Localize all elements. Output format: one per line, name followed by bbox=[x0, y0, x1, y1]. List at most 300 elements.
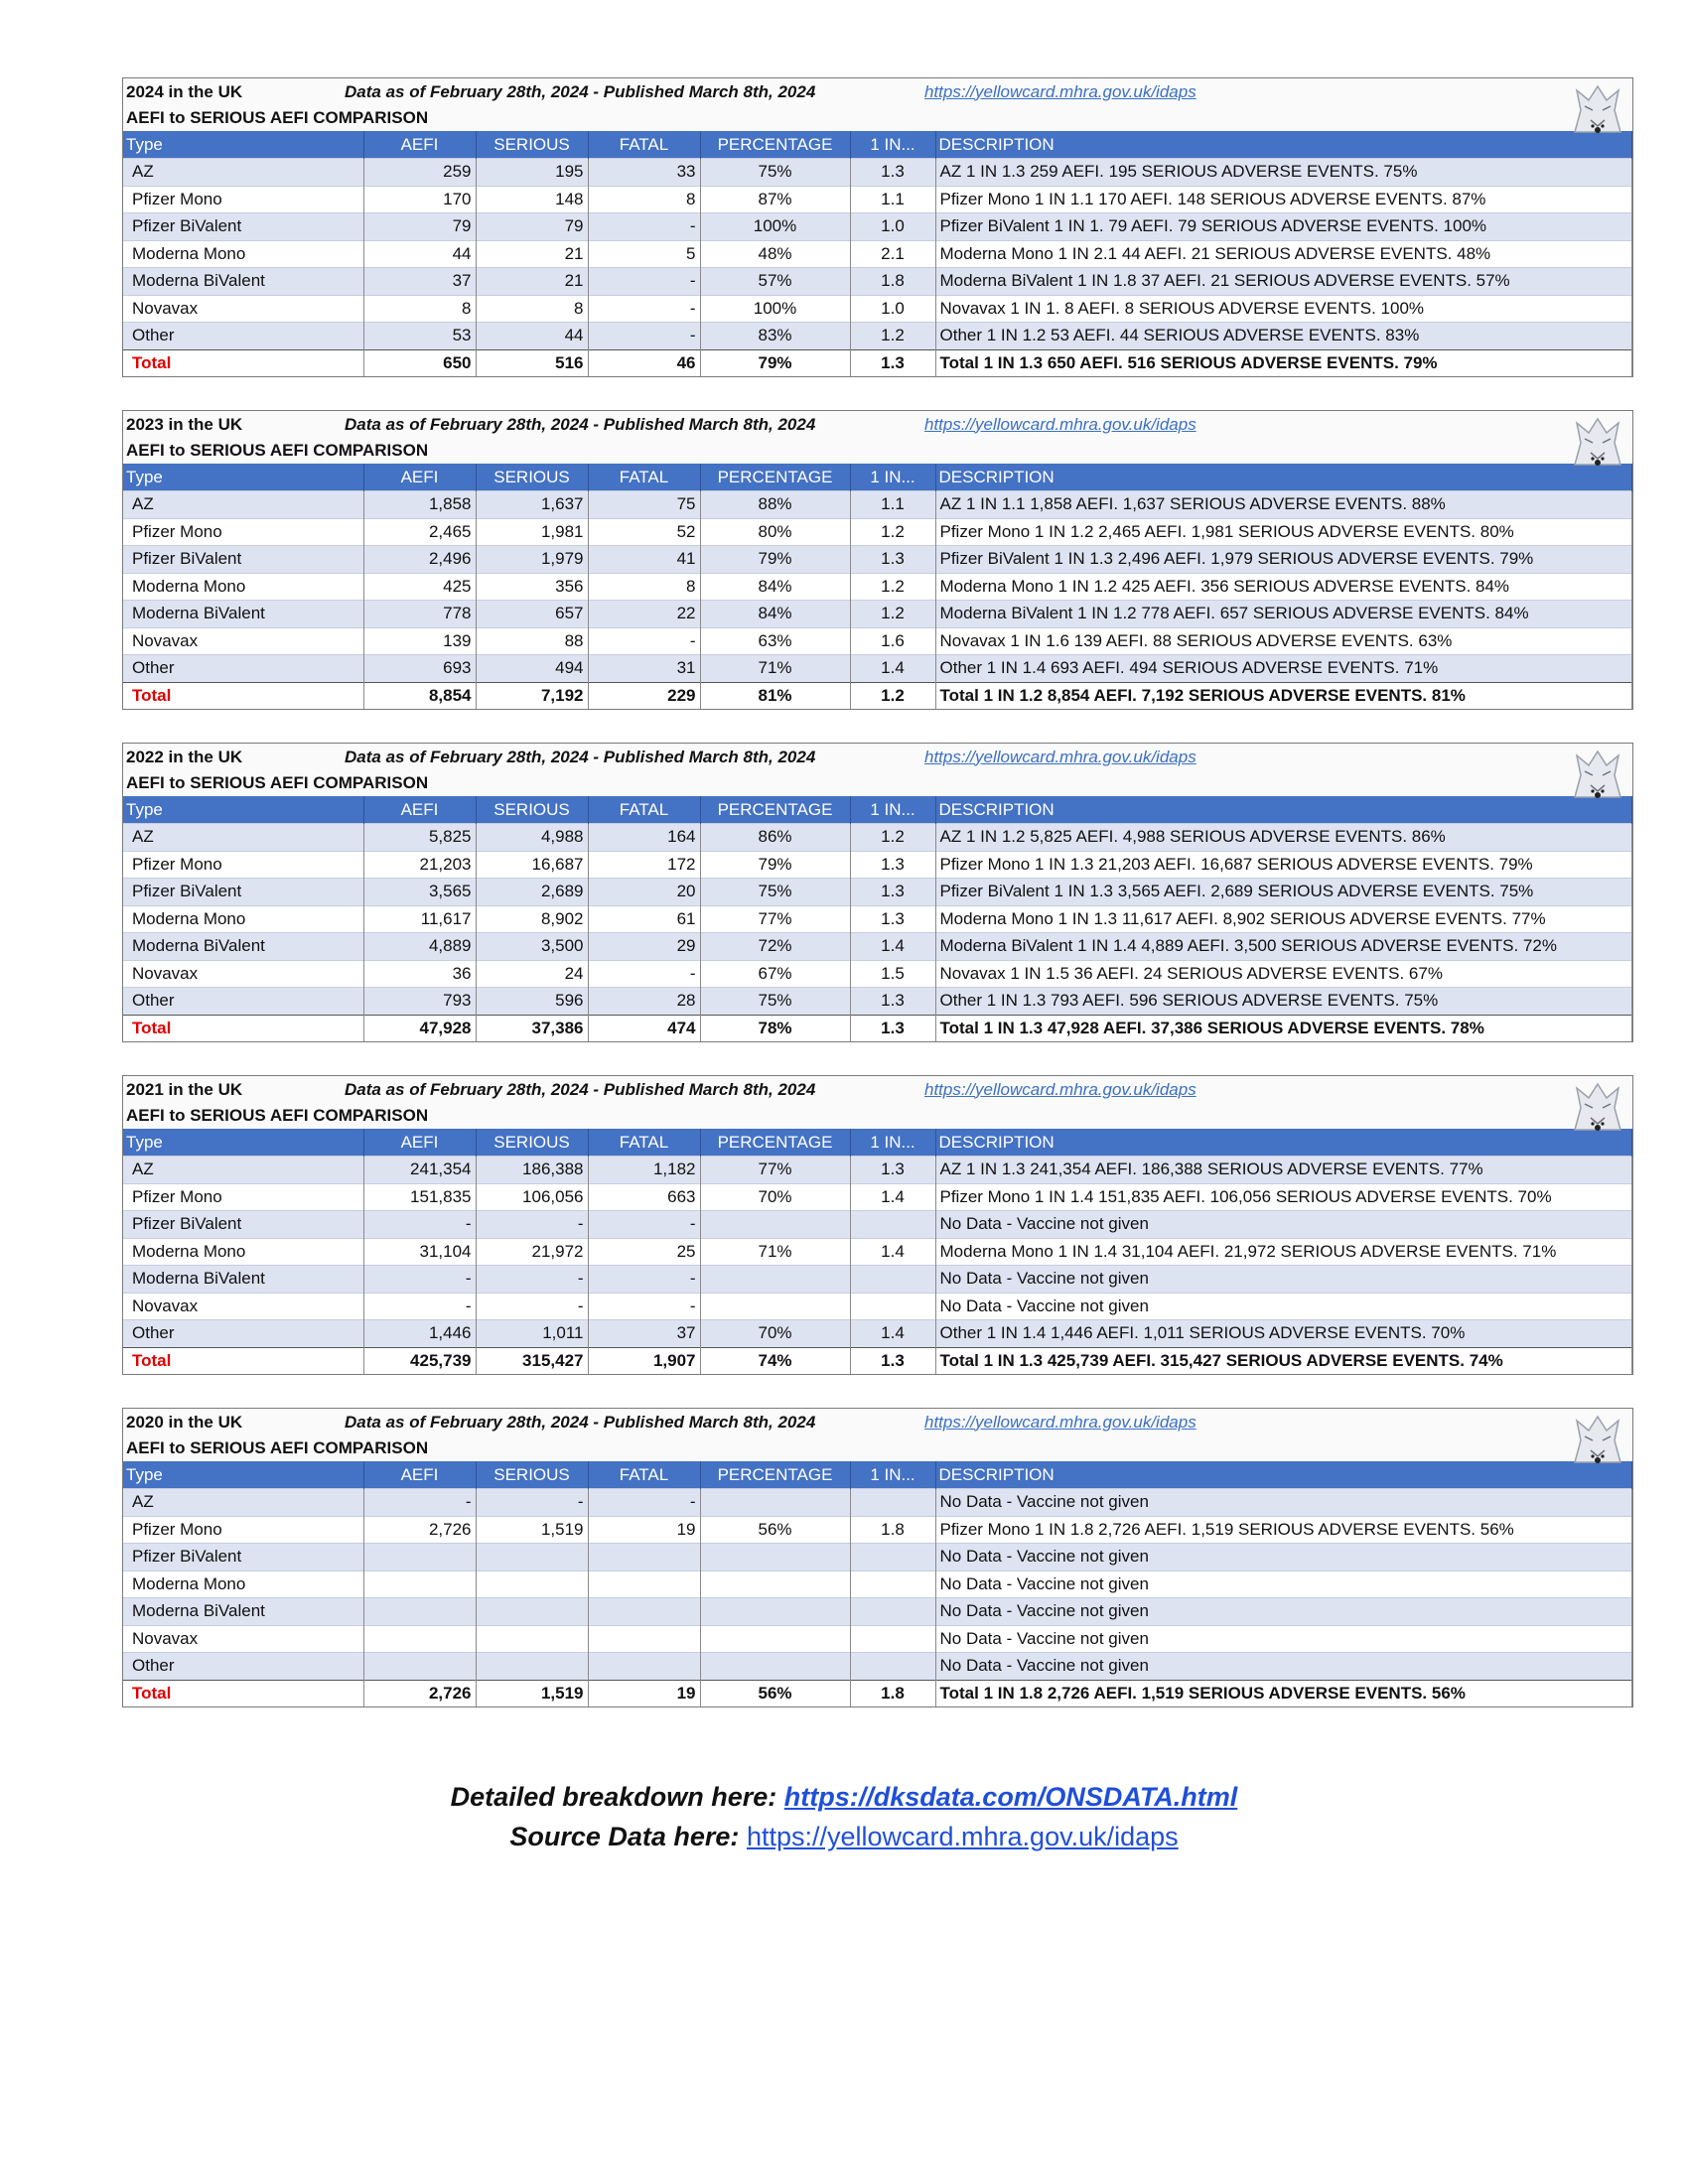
section-header bbox=[123, 744, 1632, 770]
cell-type: Novavax bbox=[123, 627, 363, 655]
cell-one-in bbox=[850, 1625, 935, 1653]
total-type: Total bbox=[123, 1347, 363, 1374]
cell-one-in: 1.4 bbox=[850, 933, 935, 961]
col-header-aefi: AEFI bbox=[363, 796, 476, 824]
cell-fatal: - bbox=[588, 268, 700, 296]
yellowcard-link[interactable]: https://yellowcard.mhra.gov.uk/idaps bbox=[924, 747, 1196, 766]
cell-one-in: 2.1 bbox=[850, 240, 935, 268]
cell-one-in: 1.3 bbox=[850, 159, 935, 187]
col-header-percentage: PERCENTAGE bbox=[700, 464, 850, 491]
cell-one-in bbox=[850, 1293, 935, 1320]
cell-percentage: 79% bbox=[700, 851, 850, 879]
table-row bbox=[123, 186, 1632, 213]
source-link[interactable]: https://yellowcard.mhra.gov.uk/idaps bbox=[746, 1822, 1179, 1851]
cell-type: AZ bbox=[123, 159, 363, 187]
section-2022 bbox=[122, 743, 1633, 1042]
cell-one-in bbox=[850, 1211, 935, 1239]
col-header-percentage: PERCENTAGE bbox=[700, 1461, 850, 1489]
cell-fatal: 33 bbox=[588, 159, 700, 187]
cell-type: Other bbox=[123, 1320, 363, 1348]
cell-description: AZ 1 IN 1.3 241,354 AEFI. 186,388 SERIOUS ADVERSE EVENTS. 77% bbox=[935, 1157, 1632, 1184]
footer-label-breakdown: Detailed breakdown here: bbox=[450, 1782, 777, 1812]
total-fatal: 474 bbox=[588, 1015, 700, 1041]
cell-percentage: 71% bbox=[700, 1238, 850, 1266]
data-note: Data as of February 28th, 2024 - Published March 8th, 2024 bbox=[345, 414, 816, 434]
col-header-serious: SERIOUS bbox=[476, 796, 588, 824]
cell-type: Novavax bbox=[123, 295, 363, 323]
cell-percentage: 100% bbox=[700, 295, 850, 323]
col-header-percentage: PERCENTAGE bbox=[700, 796, 850, 824]
cell-fatal: 8 bbox=[588, 573, 700, 601]
section-2024 bbox=[122, 77, 1633, 377]
cell-serious: - bbox=[476, 1211, 588, 1239]
cell-percentage: 86% bbox=[700, 824, 850, 852]
cell-aefi: 79 bbox=[363, 213, 476, 241]
cell-description: Moderna Mono 1 IN 1.2 425 AEFI. 356 SERIOUS ADVERSE EVENTS. 84% bbox=[935, 573, 1632, 601]
col-header-fatal: FATAL bbox=[588, 464, 700, 491]
cell-aefi: 53 bbox=[363, 323, 476, 350]
cell-type: AZ bbox=[123, 1489, 363, 1517]
cell-one-in: 1.1 bbox=[850, 491, 935, 519]
cell-aefi: - bbox=[363, 1489, 476, 1517]
col-header-one-in: 1 IN... bbox=[850, 1129, 935, 1157]
cell-description: No Data - Vaccine not given bbox=[935, 1598, 1632, 1626]
cell-description: Other 1 IN 1.2 53 AEFI. 44 SERIOUS ADVERSE EVENTS. 83% bbox=[935, 323, 1632, 350]
data-note: Data as of February 28th, 2024 - Published March 8th, 2024 bbox=[345, 81, 816, 101]
cell-serious: - bbox=[476, 1293, 588, 1320]
section-subtitle: AEFI to SERIOUS AEFI COMPARISON bbox=[123, 438, 1632, 464]
table-row bbox=[123, 905, 1632, 933]
cell-aefi: 241,354 bbox=[363, 1157, 476, 1184]
cell-fatal: - bbox=[588, 1489, 700, 1517]
cell-aefi: 793 bbox=[363, 988, 476, 1016]
cell-serious: 3,500 bbox=[476, 933, 588, 961]
yellowcard-link[interactable]: https://yellowcard.mhra.gov.uk/idaps bbox=[924, 1412, 1196, 1432]
col-header-serious: SERIOUS bbox=[476, 1129, 588, 1157]
cell-aefi: 11,617 bbox=[363, 905, 476, 933]
cell-fatal: - bbox=[588, 960, 700, 988]
cell-description: Pfizer BiValent 1 IN 1.3 2,496 AEFI. 1,979 SERIOUS ADVERSE EVENTS. 79% bbox=[935, 546, 1632, 574]
col-header-serious: SERIOUS bbox=[476, 464, 588, 491]
col-header-description: DESCRIPTION bbox=[935, 131, 1632, 159]
cell-aefi: 1,858 bbox=[363, 491, 476, 519]
cell-one-in: 1.0 bbox=[850, 295, 935, 323]
table-row bbox=[123, 1516, 1632, 1544]
total-description: Total 1 IN 1.3 650 AEFI. 516 SERIOUS ADVERSE EVENTS. 79% bbox=[935, 349, 1632, 376]
cell-serious: 44 bbox=[476, 323, 588, 350]
cell-type: AZ bbox=[123, 824, 363, 852]
cell-description: No Data - Vaccine not given bbox=[935, 1211, 1632, 1239]
total-serious: 37,386 bbox=[476, 1015, 588, 1041]
cell-percentage: 77% bbox=[700, 1157, 850, 1184]
cell-aefi: - bbox=[363, 1211, 476, 1239]
cell-serious: 195 bbox=[476, 159, 588, 187]
cell-fatal: 5 bbox=[588, 240, 700, 268]
cell-aefi: 5,825 bbox=[363, 824, 476, 852]
total-aefi: 47,928 bbox=[363, 1015, 476, 1041]
year-label: 2021 in the UK bbox=[126, 1079, 243, 1099]
total-percentage: 79% bbox=[700, 349, 850, 376]
table-row bbox=[123, 1598, 1632, 1626]
cell-description: No Data - Vaccine not given bbox=[935, 1544, 1632, 1571]
total-row bbox=[123, 682, 1632, 709]
cell-percentage bbox=[700, 1544, 850, 1571]
yellowcard-link[interactable]: https://yellowcard.mhra.gov.uk/idaps bbox=[924, 81, 1196, 101]
cell-description: Moderna BiValent 1 IN 1.2 778 AEFI. 657 SERIOUS ADVERSE EVENTS. 84% bbox=[935, 601, 1632, 628]
cell-fatal bbox=[588, 1653, 700, 1681]
cell-type: Pfizer Mono bbox=[123, 1516, 363, 1544]
cell-serious: 657 bbox=[476, 601, 588, 628]
table-row bbox=[123, 1238, 1632, 1266]
cell-fatal: - bbox=[588, 1266, 700, 1294]
table-row bbox=[123, 213, 1632, 241]
cell-percentage: 88% bbox=[700, 491, 850, 519]
cell-one-in: 1.3 bbox=[850, 1157, 935, 1184]
cell-serious: 21 bbox=[476, 240, 588, 268]
col-header-description: DESCRIPTION bbox=[935, 1461, 1632, 1489]
cell-description: Moderna BiValent 1 IN 1.8 37 AEFI. 21 SERIOUS ADVERSE EVENTS. 57% bbox=[935, 268, 1632, 296]
cell-one-in: 1.4 bbox=[850, 655, 935, 683]
cell-percentage: 57% bbox=[700, 268, 850, 296]
table-row bbox=[123, 655, 1632, 683]
table-row bbox=[123, 960, 1632, 988]
total-aefi: 425,739 bbox=[363, 1347, 476, 1374]
cell-description: AZ 1 IN 1.3 259 AEFI. 195 SERIOUS ADVERSE EVENTS. 75% bbox=[935, 159, 1632, 187]
cell-description: Moderna Mono 1 IN 1.4 31,104 AEFI. 21,972 SERIOUS ADVERSE EVENTS. 71% bbox=[935, 1238, 1632, 1266]
table-row bbox=[123, 518, 1632, 546]
cell-one-in: 1.5 bbox=[850, 960, 935, 988]
total-one-in: 1.3 bbox=[850, 1347, 935, 1374]
cell-percentage bbox=[700, 1211, 850, 1239]
table-row bbox=[123, 240, 1632, 268]
cell-percentage: 75% bbox=[700, 988, 850, 1016]
cell-aefi: 170 bbox=[363, 186, 476, 213]
cell-percentage: 70% bbox=[700, 1320, 850, 1348]
cell-fatal: - bbox=[588, 213, 700, 241]
cell-type: Pfizer BiValent bbox=[123, 1211, 363, 1239]
cell-fatal bbox=[588, 1598, 700, 1626]
year-label: 2020 in the UK bbox=[126, 1412, 243, 1432]
total-fatal: 1,907 bbox=[588, 1347, 700, 1374]
cell-serious: 8,902 bbox=[476, 905, 588, 933]
section-2021 bbox=[122, 1075, 1633, 1375]
cell-description: Moderna Mono 1 IN 1.3 11,617 AEFI. 8,902 SERIOUS ADVERSE EVENTS. 77% bbox=[935, 905, 1632, 933]
col-header-one-in: 1 IN... bbox=[850, 131, 935, 159]
cell-type: Pfizer Mono bbox=[123, 518, 363, 546]
table-row bbox=[123, 159, 1632, 187]
table-row bbox=[123, 1320, 1632, 1348]
breakdown-link[interactable]: https://dksdata.com/ONSDATA.html bbox=[783, 1782, 1238, 1812]
cell-one-in: 1.4 bbox=[850, 1238, 935, 1266]
year-label: 2022 in the UK bbox=[126, 747, 243, 766]
total-percentage: 74% bbox=[700, 1347, 850, 1374]
cell-description: Pfizer Mono 1 IN 1.8 2,726 AEFI. 1,519 SERIOUS ADVERSE EVENTS. 56% bbox=[935, 1516, 1632, 1544]
wolf-logo-icon bbox=[1567, 746, 1628, 803]
cell-fatal: 61 bbox=[588, 905, 700, 933]
cell-description: Novavax 1 IN 1.6 139 AEFI. 88 SERIOUS ADVERSE EVENTS. 63% bbox=[935, 627, 1632, 655]
cell-percentage bbox=[700, 1570, 850, 1598]
total-aefi: 2,726 bbox=[363, 1680, 476, 1706]
table-row bbox=[123, 1293, 1632, 1320]
table-row bbox=[123, 323, 1632, 350]
cell-serious: 24 bbox=[476, 960, 588, 988]
table-header-row bbox=[123, 464, 1632, 491]
cell-aefi bbox=[363, 1625, 476, 1653]
cell-serious: 21,972 bbox=[476, 1238, 588, 1266]
cell-type: Novavax bbox=[123, 960, 363, 988]
section-subtitle: AEFI to SERIOUS AEFI COMPARISON bbox=[123, 770, 1632, 796]
cell-percentage: 84% bbox=[700, 573, 850, 601]
cell-percentage bbox=[700, 1625, 850, 1653]
cell-percentage: 56% bbox=[700, 1516, 850, 1544]
cell-percentage bbox=[700, 1266, 850, 1294]
section-header bbox=[123, 78, 1632, 105]
comparison-table bbox=[123, 796, 1632, 1041]
table-header-row bbox=[123, 1129, 1632, 1157]
total-description: Total 1 IN 1.3 47,928 AEFI. 37,386 SERIOUS ADVERSE EVENTS. 78% bbox=[935, 1015, 1632, 1041]
cell-fatal: 8 bbox=[588, 186, 700, 213]
cell-type: Other bbox=[123, 988, 363, 1016]
cell-aefi bbox=[363, 1544, 476, 1571]
total-serious: 315,427 bbox=[476, 1347, 588, 1374]
cell-fatal: 75 bbox=[588, 491, 700, 519]
cell-type: Other bbox=[123, 323, 363, 350]
cell-one-in: 1.6 bbox=[850, 627, 935, 655]
table-row bbox=[123, 1211, 1632, 1239]
data-note: Data as of February 28th, 2024 - Published March 8th, 2024 bbox=[345, 1412, 816, 1432]
cell-fatal: - bbox=[588, 323, 700, 350]
cell-description: Other 1 IN 1.4 693 AEFI. 494 SERIOUS ADVERSE EVENTS. 71% bbox=[935, 655, 1632, 683]
cell-serious: 186,388 bbox=[476, 1157, 588, 1184]
section-header bbox=[123, 1409, 1632, 1435]
table-row bbox=[123, 1266, 1632, 1294]
cell-aefi: 37 bbox=[363, 268, 476, 296]
cell-type: Pfizer Mono bbox=[123, 1183, 363, 1211]
col-header-one-in: 1 IN... bbox=[850, 796, 935, 824]
section-2020 bbox=[122, 1408, 1633, 1707]
cell-fatal: 29 bbox=[588, 933, 700, 961]
cell-one-in bbox=[850, 1266, 935, 1294]
cell-serious bbox=[476, 1598, 588, 1626]
wolf-logo-icon bbox=[1567, 413, 1628, 471]
cell-type: Other bbox=[123, 655, 363, 683]
cell-fatal: - bbox=[588, 1293, 700, 1320]
cell-description: No Data - Vaccine not given bbox=[935, 1625, 1632, 1653]
cell-serious: 8 bbox=[476, 295, 588, 323]
cell-one-in: 1.8 bbox=[850, 1516, 935, 1544]
total-fatal: 19 bbox=[588, 1680, 700, 1706]
cell-description: No Data - Vaccine not given bbox=[935, 1293, 1632, 1320]
cell-type: Pfizer BiValent bbox=[123, 546, 363, 574]
yellowcard-link[interactable]: https://yellowcard.mhra.gov.uk/idaps bbox=[924, 414, 1196, 434]
table-row bbox=[123, 1570, 1632, 1598]
cell-fatal bbox=[588, 1570, 700, 1598]
table-row bbox=[123, 824, 1632, 852]
col-header-fatal: FATAL bbox=[588, 1461, 700, 1489]
sections-container bbox=[122, 77, 1633, 1740]
table-row bbox=[123, 268, 1632, 296]
cell-percentage bbox=[700, 1653, 850, 1681]
total-type: Total bbox=[123, 1680, 363, 1706]
cell-percentage bbox=[700, 1598, 850, 1626]
yellowcard-link[interactable]: https://yellowcard.mhra.gov.uk/idaps bbox=[924, 1079, 1196, 1099]
comparison-table bbox=[123, 464, 1632, 709]
cell-fatal: 22 bbox=[588, 601, 700, 628]
table-row bbox=[123, 1157, 1632, 1184]
cell-fatal: 663 bbox=[588, 1183, 700, 1211]
cell-serious: 1,011 bbox=[476, 1320, 588, 1348]
total-description: Total 1 IN 1.3 425,739 AEFI. 315,427 SERIOUS ADVERSE EVENTS. 74% bbox=[935, 1347, 1632, 1374]
col-header-description: DESCRIPTION bbox=[935, 796, 1632, 824]
cell-serious: 21 bbox=[476, 268, 588, 296]
cell-serious: 2,689 bbox=[476, 879, 588, 906]
cell-aefi: 778 bbox=[363, 601, 476, 628]
cell-serious: - bbox=[476, 1266, 588, 1294]
col-header-fatal: FATAL bbox=[588, 796, 700, 824]
cell-fatal: - bbox=[588, 627, 700, 655]
cell-type: Pfizer BiValent bbox=[123, 213, 363, 241]
cell-fatal bbox=[588, 1625, 700, 1653]
total-row bbox=[123, 349, 1632, 376]
cell-aefi: 2,726 bbox=[363, 1516, 476, 1544]
table-header-row bbox=[123, 1461, 1632, 1489]
cell-aefi: 31,104 bbox=[363, 1238, 476, 1266]
comparison-table bbox=[123, 131, 1632, 376]
cell-aefi: 151,835 bbox=[363, 1183, 476, 1211]
cell-percentage: 100% bbox=[700, 213, 850, 241]
total-aefi: 8,854 bbox=[363, 682, 476, 709]
cell-type: Pfizer Mono bbox=[123, 851, 363, 879]
table-row bbox=[123, 1489, 1632, 1517]
cell-serious bbox=[476, 1625, 588, 1653]
cell-one-in: 1.1 bbox=[850, 186, 935, 213]
footer-label-source: Source Data here: bbox=[509, 1822, 740, 1851]
cell-fatal: 172 bbox=[588, 851, 700, 879]
table-row bbox=[123, 851, 1632, 879]
cell-type: Pfizer BiValent bbox=[123, 879, 363, 906]
section-subtitle: AEFI to SERIOUS AEFI COMPARISON bbox=[123, 1103, 1632, 1129]
cell-one-in bbox=[850, 1570, 935, 1598]
table-row bbox=[123, 573, 1632, 601]
cell-percentage: 83% bbox=[700, 323, 850, 350]
comparison-table bbox=[123, 1461, 1632, 1706]
cell-one-in bbox=[850, 1653, 935, 1681]
col-header-fatal: FATAL bbox=[588, 1129, 700, 1157]
cell-percentage: 70% bbox=[700, 1183, 850, 1211]
cell-description: Other 1 IN 1.4 1,446 AEFI. 1,011 SERIOUS ADVERSE EVENTS. 70% bbox=[935, 1320, 1632, 1348]
col-header-aefi: AEFI bbox=[363, 1461, 476, 1489]
col-header-aefi: AEFI bbox=[363, 464, 476, 491]
cell-aefi: 44 bbox=[363, 240, 476, 268]
cell-serious bbox=[476, 1544, 588, 1571]
cell-aefi bbox=[363, 1570, 476, 1598]
cell-fatal: 25 bbox=[588, 1238, 700, 1266]
cell-type: Moderna BiValent bbox=[123, 1598, 363, 1626]
comparison-table bbox=[123, 1129, 1632, 1374]
cell-serious: 1,981 bbox=[476, 518, 588, 546]
cell-type: Moderna BiValent bbox=[123, 1266, 363, 1294]
cell-aefi: 259 bbox=[363, 159, 476, 187]
table-header-row bbox=[123, 796, 1632, 824]
cell-aefi: 21,203 bbox=[363, 851, 476, 879]
table-row bbox=[123, 879, 1632, 906]
cell-fatal: 41 bbox=[588, 546, 700, 574]
cell-fatal: 1,182 bbox=[588, 1157, 700, 1184]
col-header-one-in: 1 IN... bbox=[850, 464, 935, 491]
cell-percentage: 87% bbox=[700, 186, 850, 213]
table-row bbox=[123, 1544, 1632, 1571]
cell-percentage: 80% bbox=[700, 518, 850, 546]
cell-percentage: 75% bbox=[700, 159, 850, 187]
cell-one-in: 1.3 bbox=[850, 851, 935, 879]
data-note: Data as of February 28th, 2024 - Published March 8th, 2024 bbox=[345, 747, 816, 766]
cell-one-in bbox=[850, 1489, 935, 1517]
footer-line-1 bbox=[0, 1777, 1688, 1817]
col-header-type: Type bbox=[123, 1129, 363, 1157]
table-header-row bbox=[123, 131, 1632, 159]
col-header-percentage: PERCENTAGE bbox=[700, 1129, 850, 1157]
wolf-logo-icon bbox=[1567, 1411, 1628, 1468]
cell-one-in bbox=[850, 1598, 935, 1626]
cell-description: AZ 1 IN 1.1 1,858 AEFI. 1,637 SERIOUS ADVERSE EVENTS. 88% bbox=[935, 491, 1632, 519]
cell-type: Moderna Mono bbox=[123, 240, 363, 268]
cell-serious bbox=[476, 1653, 588, 1681]
total-serious: 516 bbox=[476, 349, 588, 376]
total-aefi: 650 bbox=[363, 349, 476, 376]
cell-type: Moderna Mono bbox=[123, 573, 363, 601]
wolf-logo-icon bbox=[1567, 1078, 1628, 1136]
cell-description: Novavax 1 IN 1. 8 AEFI. 8 SERIOUS ADVERSE EVENTS. 100% bbox=[935, 295, 1632, 323]
cell-serious: 148 bbox=[476, 186, 588, 213]
cell-type: Moderna Mono bbox=[123, 1570, 363, 1598]
cell-serious: 596 bbox=[476, 988, 588, 1016]
cell-one-in: 1.3 bbox=[850, 879, 935, 906]
col-header-type: Type bbox=[123, 131, 363, 159]
cell-description: Pfizer BiValent 1 IN 1.3 3,565 AEFI. 2,689 SERIOUS ADVERSE EVENTS. 75% bbox=[935, 879, 1632, 906]
cell-percentage bbox=[700, 1293, 850, 1320]
total-percentage: 56% bbox=[700, 1680, 850, 1706]
cell-fatal: 37 bbox=[588, 1320, 700, 1348]
col-header-aefi: AEFI bbox=[363, 1129, 476, 1157]
cell-description: Pfizer Mono 1 IN 1.1 170 AEFI. 148 SERIOUS ADVERSE EVENTS. 87% bbox=[935, 186, 1632, 213]
cell-fatal: 28 bbox=[588, 988, 700, 1016]
col-header-type: Type bbox=[123, 1461, 363, 1489]
cell-description: No Data - Vaccine not given bbox=[935, 1570, 1632, 1598]
cell-type: Novavax bbox=[123, 1293, 363, 1320]
cell-percentage bbox=[700, 1489, 850, 1517]
table-row bbox=[123, 1653, 1632, 1681]
cell-fatal: 31 bbox=[588, 655, 700, 683]
cell-percentage: 84% bbox=[700, 601, 850, 628]
table-row bbox=[123, 988, 1632, 1016]
cell-fatal: 20 bbox=[588, 879, 700, 906]
section-header bbox=[123, 1076, 1632, 1103]
total-row bbox=[123, 1347, 1632, 1374]
cell-one-in: 1.3 bbox=[850, 988, 935, 1016]
cell-percentage: 67% bbox=[700, 960, 850, 988]
section-2023 bbox=[122, 410, 1633, 710]
table-row bbox=[123, 1625, 1632, 1653]
cell-serious: 494 bbox=[476, 655, 588, 683]
wolf-logo-icon bbox=[1567, 80, 1628, 138]
cell-serious: 356 bbox=[476, 573, 588, 601]
total-one-in: 1.3 bbox=[850, 1015, 935, 1041]
total-serious: 1,519 bbox=[476, 1680, 588, 1706]
cell-one-in bbox=[850, 1544, 935, 1571]
cell-one-in: 1.3 bbox=[850, 905, 935, 933]
cell-type: Moderna BiValent bbox=[123, 601, 363, 628]
cell-percentage: 63% bbox=[700, 627, 850, 655]
